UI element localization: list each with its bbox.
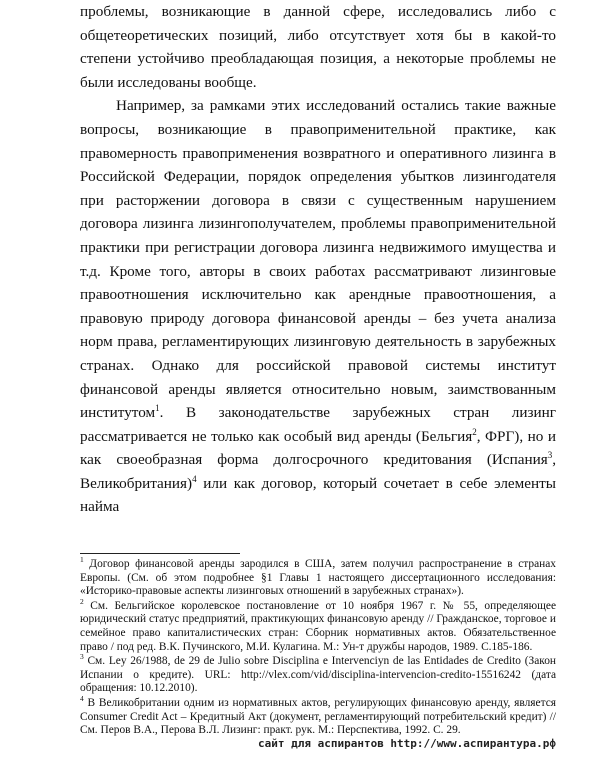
footnote-1-number: 1 <box>80 555 84 565</box>
footnote-2-number: 2 <box>80 596 84 606</box>
paragraph-1: проблемы, возникающие в данной сфере, исследовались либо с общетеоретических позиций, либо отсутствует хотя бы в какой-то степени устойчиво преобладающая позиция, а некоторые проблемы не были исследованы вообще. <box>80 3 556 91</box>
paragraph-2-part-b: . В законодательстве зарубежных стран лизинг рассматривается не только как особый вид аренды (Бельгия <box>80 404 556 445</box>
main-text <box>80 0 556 519</box>
footnote-ref-1[interactable]: 1 <box>155 403 160 414</box>
paragraph-2-part-e: или как договор, который сочетает в себе элементы найма <box>80 474 556 516</box>
footnote-separator <box>80 553 240 554</box>
footnote-3-number: 3 <box>80 652 84 662</box>
footnote-4-text: В Великобритании одним из нормативных актов, регулирующих финансовую аренду, является Consumer Credit Act – Кредитный Акт (документ, регламентирующий потребительский кредит) // См. Перов В.А., Перова В.Л. Лизинг: практ. рук. М.: Перспектива, 1992. С. 29. <box>80 696 556 737</box>
footnote-ref-4[interactable]: 4 <box>192 473 197 484</box>
paragraph-2-part-d: , Великобритания) <box>80 451 556 492</box>
paragraph-2-part-a: Например, за рамками этих исследований остались такие важные вопросы, возникающие в правоприменительной практике, как правомерность правоприменения возвратного и оперативного лизинга в Российской Федерации, порядок определения убытков лизингодателя при расторжении договора в связи с существенным нарушением договора лизинга лизингополучателем, проблемы правоприменительной практики при регистрации договора лизинга недвижимого имущества и т.д. Кроме того, авторы в своих работах рассматривают лизинговые правоотношения исключительно как арендные правоотношения, а правовую природу договора финансовой аренды – без учета анализа норм права, регламентирующих лизинговую деятельность в зарубежных странах. Однако для российской правовой системы институт финансовой аренды является относительно новым, заимствованным институтом <box>80 97 556 422</box>
footnote-3-text: См. Ley 26/1988, de 29 de Julio sobre Disciplina e Intervenciyn de las Entidades de Credito (Закон Испании о кредите). URL: http://vlex.com/vid/disciplina-intervencion-credito-15516242 (дата обращения: 10.12.2010). <box>80 655 556 695</box>
paragraph-2-part-c: , ФРГ), но и как своеобразная форма долгосрочного кредитования (Испания <box>80 427 556 469</box>
footnote-ref-2[interactable]: 2 <box>472 426 477 437</box>
footnote-2 <box>80 596 556 654</box>
paragraph-2 <box>80 94 556 519</box>
site-footer: сайт для аспирантов http://www.аспирантура.рф <box>257 737 556 750</box>
footnote-4 <box>80 694 556 738</box>
footnote-ref-3[interactable]: 3 <box>547 450 553 461</box>
footnote-1-text: Договор финансовой аренды зародился в США, затем получил распространение в странах Европы. (См. об этом подробнее §1 Главы 1 настоящего диссертационного исследования: «Историко-правовые аспекты лизинговых отношений в зарубежных странах»). <box>80 558 556 598</box>
footnote-1 <box>80 555 556 599</box>
footnote-2-text: См. Бельгийское королевское постановление от 10 ноября 1967 г. № 55, определяющее юридический статус предприятий, практикующих финансовую аренду // Гражданское, торговое и семейное право капиталистических стран: Сборник нормативных актов. Обязательственное право / под ред. В.К. Пучинского, М.И. Кулагина. М.: Ун-т дружбы народов, 1989. С.185-186. <box>80 599 556 653</box>
footnote-4-number: 4 <box>80 694 84 704</box>
footnotes <box>80 555 556 739</box>
footnote-3 <box>80 652 556 696</box>
